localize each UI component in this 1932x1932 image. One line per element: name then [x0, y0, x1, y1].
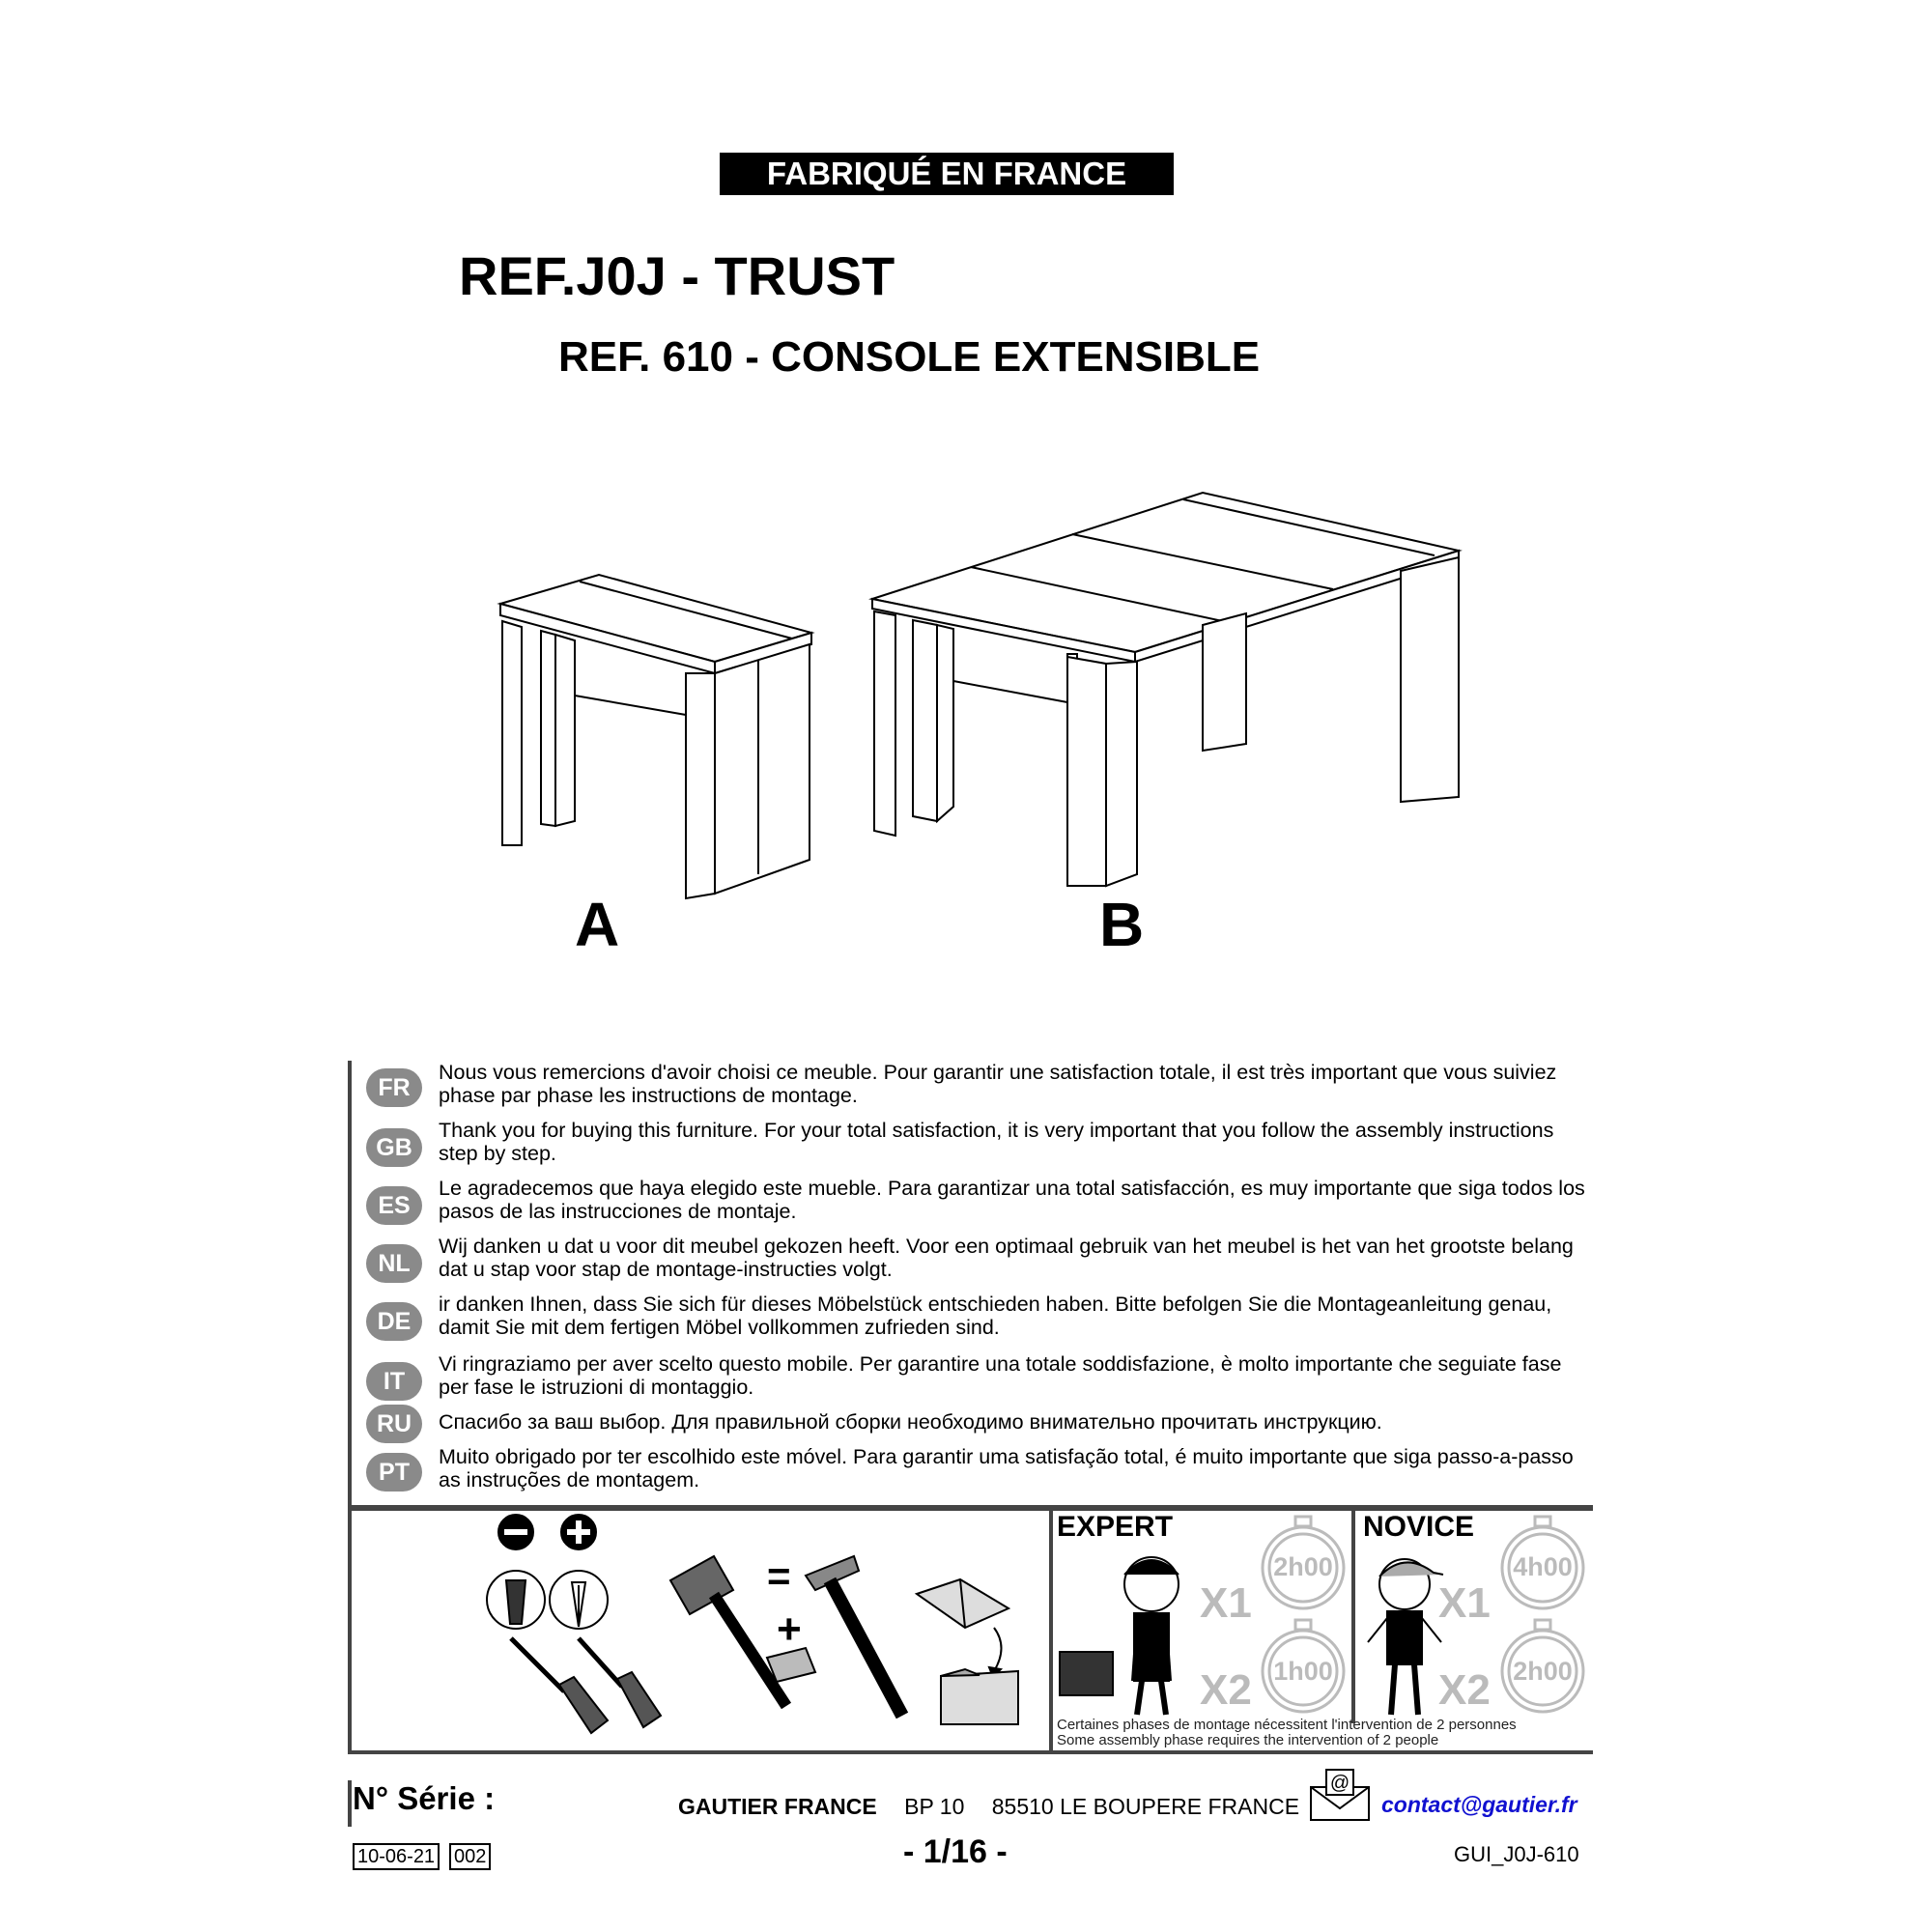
expert-time-2: 1h00 — [1273, 1657, 1333, 1686]
lang-badge-fr: FR — [366, 1068, 422, 1107]
novice-x2: X2 — [1438, 1666, 1491, 1714]
two-person-note-en: Some assembly phase requires the intervention of 2 people — [1057, 1732, 1439, 1748]
lang-text-pt: Muito obrigado por ter escolhido este móvel. Para garantir uma satisfação total, é muito importante que siga passo-a-passo as instruções de montagem. — [439, 1445, 1574, 1492]
lang-text-nl: Wij danken u dat u voor dit meubel gekozen heeft. Voor een optimaal gebruik van het meubel is het van het grootste belang dat u stap voor stap de montage-instructies volgt. — [439, 1235, 1574, 1281]
novice-time-1: 4h00 — [1513, 1552, 1573, 1581]
novice-timers — [1494, 1512, 1591, 1719]
svg-text:+: + — [777, 1605, 802, 1653]
lang-badge-de: DE — [366, 1302, 422, 1341]
svg-text:@: @ — [1329, 1773, 1350, 1794]
product-reference-title: REF.J0J - TRUST — [459, 245, 895, 306]
page-number: - 1/16 - — [903, 1833, 1008, 1870]
figure-a-label: A — [575, 890, 620, 959]
novice-title: NOVICE — [1363, 1511, 1475, 1543]
lang-text-fr: Nous vous remercions d'avoir choisi ce meuble. Pour garantir une satisfaction totale, il est très important que vous suiviez phase par phase les instructions de montage. — [439, 1061, 1557, 1107]
version-box: 002 — [449, 1843, 491, 1870]
novice-time-2: 2h00 — [1513, 1657, 1573, 1686]
product-name-title: REF. 610 - CONSOLE EXTENSIBLE — [558, 333, 1261, 381]
svg-text:=: = — [767, 1553, 791, 1599]
lang-badge-pt: PT — [366, 1453, 422, 1492]
lang-badge-gb: GB — [366, 1128, 422, 1167]
lang-text-ru: Спасибо за ваш выбор. Для правильной сборки необходимо внимательно прочитать инструкцию. — [439, 1410, 1382, 1434]
lang-text-gb: Thank you for buying this furniture. For your total satisfaction, it is very important that you follow the assembly instructions step by step. — [439, 1119, 1554, 1165]
serial-number-label: N° Série : — [353, 1780, 496, 1816]
two-person-note-fr: Certaines phases de montage nécessitent l'intervention de 2 personnes — [1057, 1717, 1517, 1733]
expert-figure — [1055, 1546, 1209, 1719]
tools-panel — [348, 1507, 1593, 1754]
company-city: 85510 LE BOUPERE FRANCE — [991, 1794, 1300, 1819]
tools-illustration — [477, 1513, 960, 1745]
expert-title: EXPERT — [1057, 1511, 1174, 1543]
console-extended-illustration — [865, 488, 1468, 894]
manual-folder-illustration — [912, 1575, 1028, 1729]
lang-badge-nl: NL — [366, 1244, 422, 1283]
lang-text-it: Vi ringraziamo per aver scelto questo mobile. Per garantire una totale soddisfazione, è molto importante che seguiate fase per fase le istruzioni di montaggio. — [439, 1352, 1562, 1399]
novice-x1: X1 — [1438, 1579, 1491, 1627]
company-bp: BP 10 — [904, 1794, 965, 1819]
made-in-france-banner: FABRIQUÉ EN FRANCE — [720, 153, 1174, 195]
document-reference: GUI_J0J-610 — [1454, 1842, 1579, 1866]
date-box: 10-06-21 — [353, 1843, 440, 1870]
expert-x2: X2 — [1200, 1666, 1252, 1714]
expert-time-1: 2h00 — [1273, 1552, 1333, 1581]
lang-badge-it: IT — [366, 1362, 422, 1401]
company-address — [678, 1794, 1299, 1820]
multilingual-intro — [348, 1061, 1593, 1509]
lang-text-es: Le agradecemos que haya elegido este mueble. Para garantizar una total satisfacción, es muy importante que siga todos los pasos de las instrucciones de montaje. — [439, 1177, 1585, 1223]
company-name: GAUTIER FRANCE — [678, 1794, 877, 1819]
lang-text-de: ir danken Ihnen, dass Sie sich für dieses Möbelstück entschieden haben. Bitte befolgen Sie die Montageanleitung genau, damit Sie mit dem fertigen Möbel vollkommen zufrieden sind. — [439, 1293, 1552, 1339]
console-closed-illustration — [483, 565, 831, 913]
lang-badge-es: ES — [366, 1186, 422, 1225]
contact-email-link[interactable]: contact@gautier.fr — [1381, 1792, 1577, 1817]
expert-x1: X1 — [1200, 1579, 1252, 1627]
figure-b-label: B — [1099, 890, 1145, 959]
mail-icon — [1309, 1768, 1371, 1822]
lang-badge-ru: RU — [366, 1405, 422, 1443]
expert-timers — [1255, 1512, 1351, 1719]
